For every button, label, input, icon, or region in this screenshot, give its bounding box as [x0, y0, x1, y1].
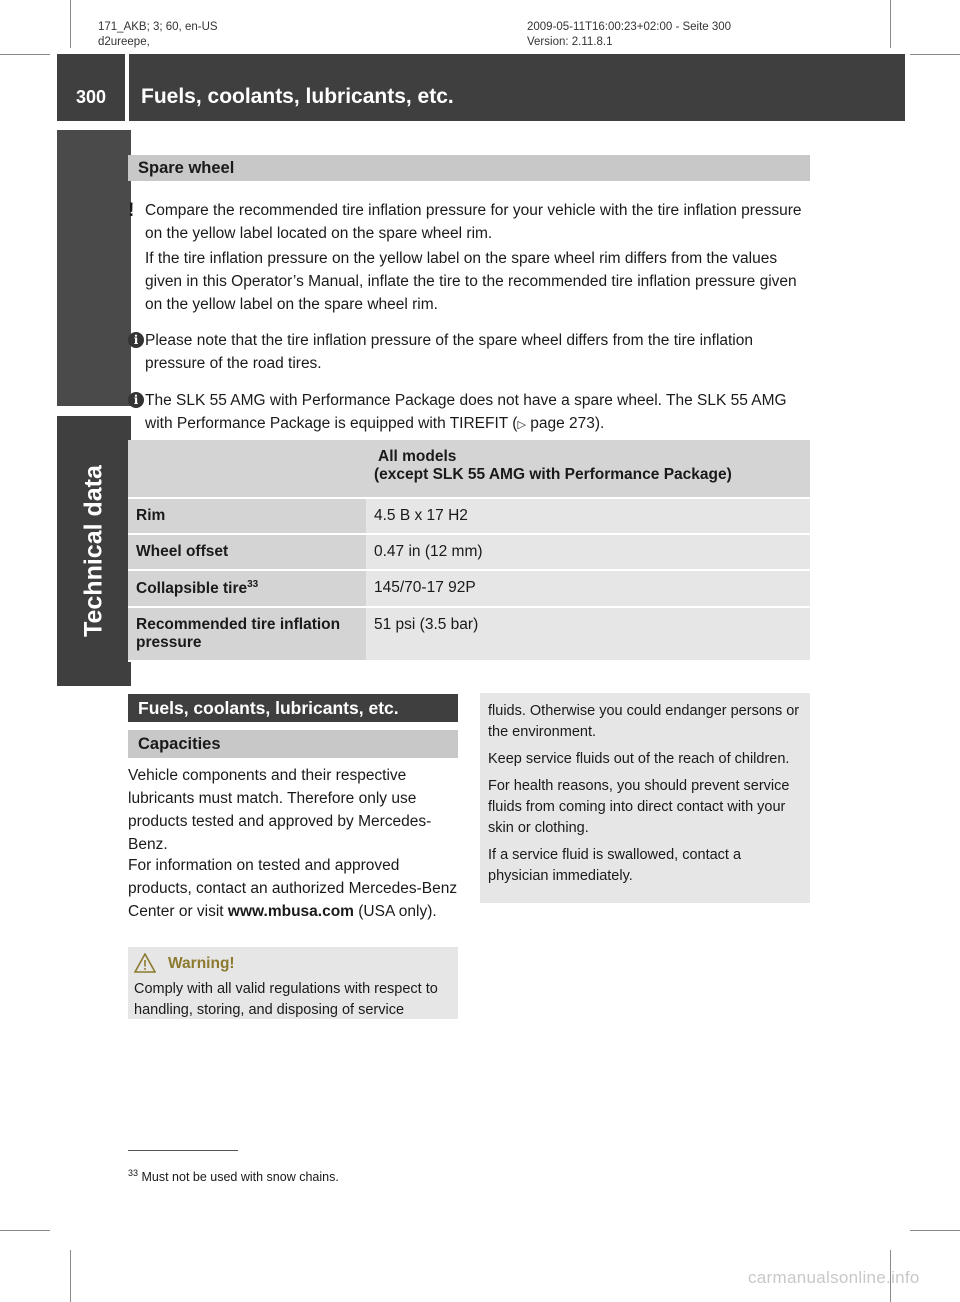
capacities-text: For information on tested and approved products, contact an authorized Mercedes-Benz Center or visit	[128, 857, 458, 920]
info-text: The SLK 55 AMG with Performance Package does not have a spare wheel. The SLK 55 AMG with Performance Package is equipped with TIREFIT (	[145, 392, 787, 432]
print-meta-line: 171_AKB; 3; 60, en-US	[98, 21, 218, 33]
warning-paragraph: fluids. Otherwise you could endanger persons or the environment.	[488, 703, 800, 740]
table-value: 4.5 B x 17 H2	[366, 498, 810, 534]
table-row	[128, 498, 810, 534]
section-heading-fuels: Fuels, coolants, lubricants, etc.	[128, 694, 458, 722]
table-key: Wheel offset	[128, 534, 366, 570]
side-tab-label: Technical data	[79, 465, 108, 637]
footnote	[128, 1168, 339, 1184]
warning-triangle-icon	[134, 953, 156, 973]
watermark: carmanualsonline.info	[748, 1268, 920, 1287]
table-header-row	[128, 440, 810, 498]
warning-paragraph: For health reasons, you should prevent service fluids from coming into direct contact with your skin or clothing.	[488, 778, 790, 836]
table-row	[128, 534, 810, 570]
print-meta-line: d2ureepe,	[98, 36, 150, 48]
notice-paragraph: Compare the recommended tire inflation pressure for your vehicle with the tire inflation pressure on the yellow label located on the spare wheel rim.	[145, 202, 802, 242]
warning-continuation-box	[480, 693, 810, 903]
capacities-paragraph	[118, 854, 462, 923]
mbusa-link[interactable]: www.mbusa.com	[227, 903, 354, 920]
table-row	[128, 570, 810, 607]
print-meta-line: Version: 2.11.8.1	[527, 36, 613, 48]
table-key: Rim	[128, 498, 366, 534]
warning-box	[128, 947, 458, 1019]
print-meta-line: 2009-05-11T16:00:23+02:00 - Seite 300	[527, 21, 732, 33]
table-header-empty	[128, 440, 366, 498]
footnote-ref[interactable]: 33	[247, 579, 259, 590]
table-key-text: Collapsible tire	[136, 580, 248, 598]
warning-paragraph: If a service fluid is swallowed, contact a physician immediately.	[488, 847, 742, 884]
capacities-text: (USA only).	[353, 903, 437, 920]
notice-marker: !	[128, 200, 135, 221]
section-heading-capacities: Capacities	[128, 730, 458, 758]
table-header-line: All models	[378, 448, 457, 465]
warning-title: Warning!	[168, 955, 235, 972]
footnote-divider	[128, 1150, 238, 1151]
warning-paragraph: Keep service fluids out of the reach of children.	[488, 751, 790, 767]
table-header-all-models	[366, 440, 810, 498]
page-number: 300	[75, 87, 107, 107]
info-icon: i	[128, 392, 144, 408]
page-title: Fuels, coolants, lubricants, etc.	[141, 85, 454, 108]
info-paragraph	[145, 389, 813, 437]
table-key	[128, 570, 366, 607]
table-header-line: (except SLK 55 AMG with Performance Package)	[374, 466, 732, 483]
page-ref-arrow-icon: ▷	[517, 419, 526, 431]
page-reference-link[interactable]: page 273).	[525, 415, 605, 432]
table-value: 51 psi (3.5 bar)	[366, 607, 810, 661]
spare-wheel-table	[128, 440, 810, 662]
footnote-number: 33	[128, 1168, 139, 1178]
warning-body: Comply with all valid regulations with respect to handling, storing, and disposing of service	[134, 981, 438, 1018]
table-value: 0.47 in (12 mm)	[366, 534, 810, 570]
section-heading-spare-wheel: Spare wheel	[128, 155, 810, 181]
notice-paragraph: If the tire inflation pressure on the yellow label on the spare wheel rim differs from the values given in this Operator’s Manual, inflate the tire to the recommended tire inflation pressure given on the yellow label on the spare wheel rim.	[145, 250, 797, 313]
info-icon: i	[128, 332, 144, 348]
table-row	[128, 607, 810, 661]
info-paragraph: Please note that the tire inflation pressure of the spare wheel differs from the tire inflation pressure of the road tires.	[145, 332, 753, 372]
table-key: Recommended tire inflation pressure	[128, 607, 366, 661]
table-value: 145/70-17 92P	[366, 570, 810, 607]
footnote-text: Must not be used with snow chains.	[138, 1170, 339, 1185]
capacities-paragraph: Vehicle components and their respective lubricants must match. Therefore only use products tested and approved by Mercedes-Benz.	[128, 767, 432, 853]
